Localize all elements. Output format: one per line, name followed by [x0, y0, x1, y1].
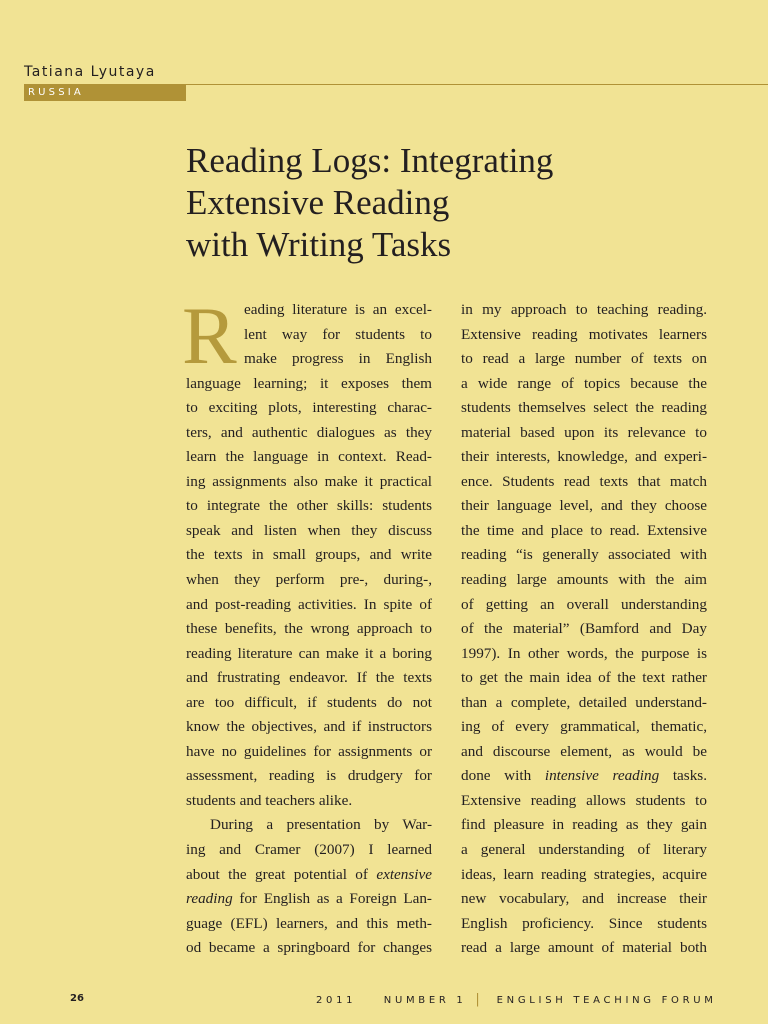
text-line: assessment, reading is drudgery for	[186, 767, 432, 785]
emphasis-text: extensive	[376, 865, 432, 883]
text-line: reading literature can make it a boring	[186, 644, 432, 662]
text-line: reading large amounts with the aim	[461, 571, 707, 589]
body-column-left	[182, 290, 432, 961]
text-line: of getting an overall understanding	[461, 595, 707, 613]
text-line: reading “is generally associated with	[461, 546, 707, 564]
text-line: their interests, knowledge, and experi-	[461, 448, 707, 466]
text-line: know the objectives, and if instructors	[186, 718, 432, 736]
text-line: are too difficult, if students do not	[186, 693, 432, 711]
text-line	[186, 863, 432, 888]
text-line	[186, 887, 432, 912]
footer-running-head	[316, 992, 717, 1007]
text-line: 1997). In other words, the purpose is	[461, 644, 707, 662]
text-line: the time and place to read. Extensive	[461, 521, 707, 539]
text-line: have no guidelines for assignments or	[186, 742, 432, 760]
footer-issue: NUMBER 1	[383, 995, 467, 1006]
country-label: RUSSIA	[28, 87, 84, 98]
article-title	[186, 140, 646, 266]
text-line: Extensive reading allows students to	[461, 791, 707, 809]
text-line: lent way for students to	[244, 325, 432, 343]
text-line: to read a large number of texts on	[461, 350, 707, 368]
text-line	[461, 764, 707, 789]
text-line: a wide range of topics because the	[461, 374, 707, 392]
text-line: in my approach to teaching reading.	[461, 301, 707, 318]
text-line: find pleasure in reading as they gain	[461, 816, 707, 834]
text-line: and post-reading activities. In spite of	[186, 595, 432, 613]
text-line: to get the main idea of the text rather	[461, 669, 707, 687]
text-line: material based upon its relevance to	[461, 423, 707, 441]
footer-year: 2011	[316, 995, 357, 1006]
author-name: Tatiana Lyutaya	[24, 64, 156, 80]
text-line: and discourse element, as would be	[461, 742, 707, 760]
title-line: Reading Logs: Integrating	[186, 141, 554, 180]
emphasis-text: reading	[186, 890, 233, 908]
title-line: with Writing Tasks	[186, 225, 452, 264]
page-number: 26	[70, 993, 84, 1004]
text-line: od became a springboard for changes	[186, 939, 432, 957]
text-line: read a large amount of material both	[461, 939, 707, 957]
body-column-right	[461, 298, 707, 961]
text-line: ing and Cramer (2007) I learned	[186, 841, 432, 859]
text-segment: tasks.	[659, 767, 707, 785]
text-line: ideas, learn reading strategies, acquire	[461, 865, 707, 883]
text-line: speak and listen when they discuss	[186, 521, 432, 539]
text-line: ence. Students read texts that match	[461, 472, 707, 490]
text-line: ters, and authentic dialogues as they	[186, 423, 432, 441]
drop-cap: R	[182, 290, 237, 381]
text-line: learn the language in context. Read-	[186, 448, 432, 466]
text-line: these benefits, the wrong approach to	[186, 620, 432, 638]
emphasis-text: intensive reading	[544, 767, 660, 785]
text-line: students and teachers alike.	[186, 791, 353, 809]
text-line: to integrate the other skills: students	[186, 497, 432, 515]
text-line: Extensive reading motivates learners	[461, 325, 707, 343]
text-line: students themselves select the reading	[461, 399, 707, 417]
footer-journal: ENGLISH TEACHING FORUM	[496, 995, 717, 1006]
text-line: new vocabulary, and increase their	[461, 890, 707, 908]
text-segment: about the great potential of	[186, 865, 377, 883]
text-line: ing of every grammatical, thematic,	[461, 718, 707, 736]
text-line: than a complete, detailed understand-	[461, 693, 707, 711]
text-line: language learning; it exposes them	[186, 374, 432, 392]
text-line: when they perform pre-, during-,	[186, 571, 432, 589]
text-line: their language level, and they choose	[461, 497, 707, 515]
text-line: English proficiency. Since students	[461, 914, 707, 932]
text-line: ing assignments also make it practical	[186, 472, 432, 490]
country-bar	[24, 84, 186, 101]
title-line: Extensive Reading	[186, 183, 450, 222]
footer-separator: |	[475, 992, 480, 1007]
text-line: and frustrating endeavor. If the texts	[186, 669, 432, 687]
text-line: the texts in small groups, and write	[186, 546, 432, 564]
text-line: During a presentation by War-	[210, 816, 432, 834]
text-line: a general understanding of literary	[461, 841, 707, 859]
text-line: to exciting plots, interesting charac-	[186, 399, 432, 417]
text-line: eading literature is an excel-	[244, 301, 432, 318]
text-segment: done with	[461, 767, 545, 785]
header-rule	[186, 84, 768, 85]
text-line: of the material” (Bamford and Day	[461, 620, 707, 638]
text-line: make progress in English	[244, 350, 432, 368]
text-segment: for English as a Foreign Lan-	[232, 890, 432, 908]
text-line: guage (EFL) learners, and this meth-	[186, 914, 432, 932]
